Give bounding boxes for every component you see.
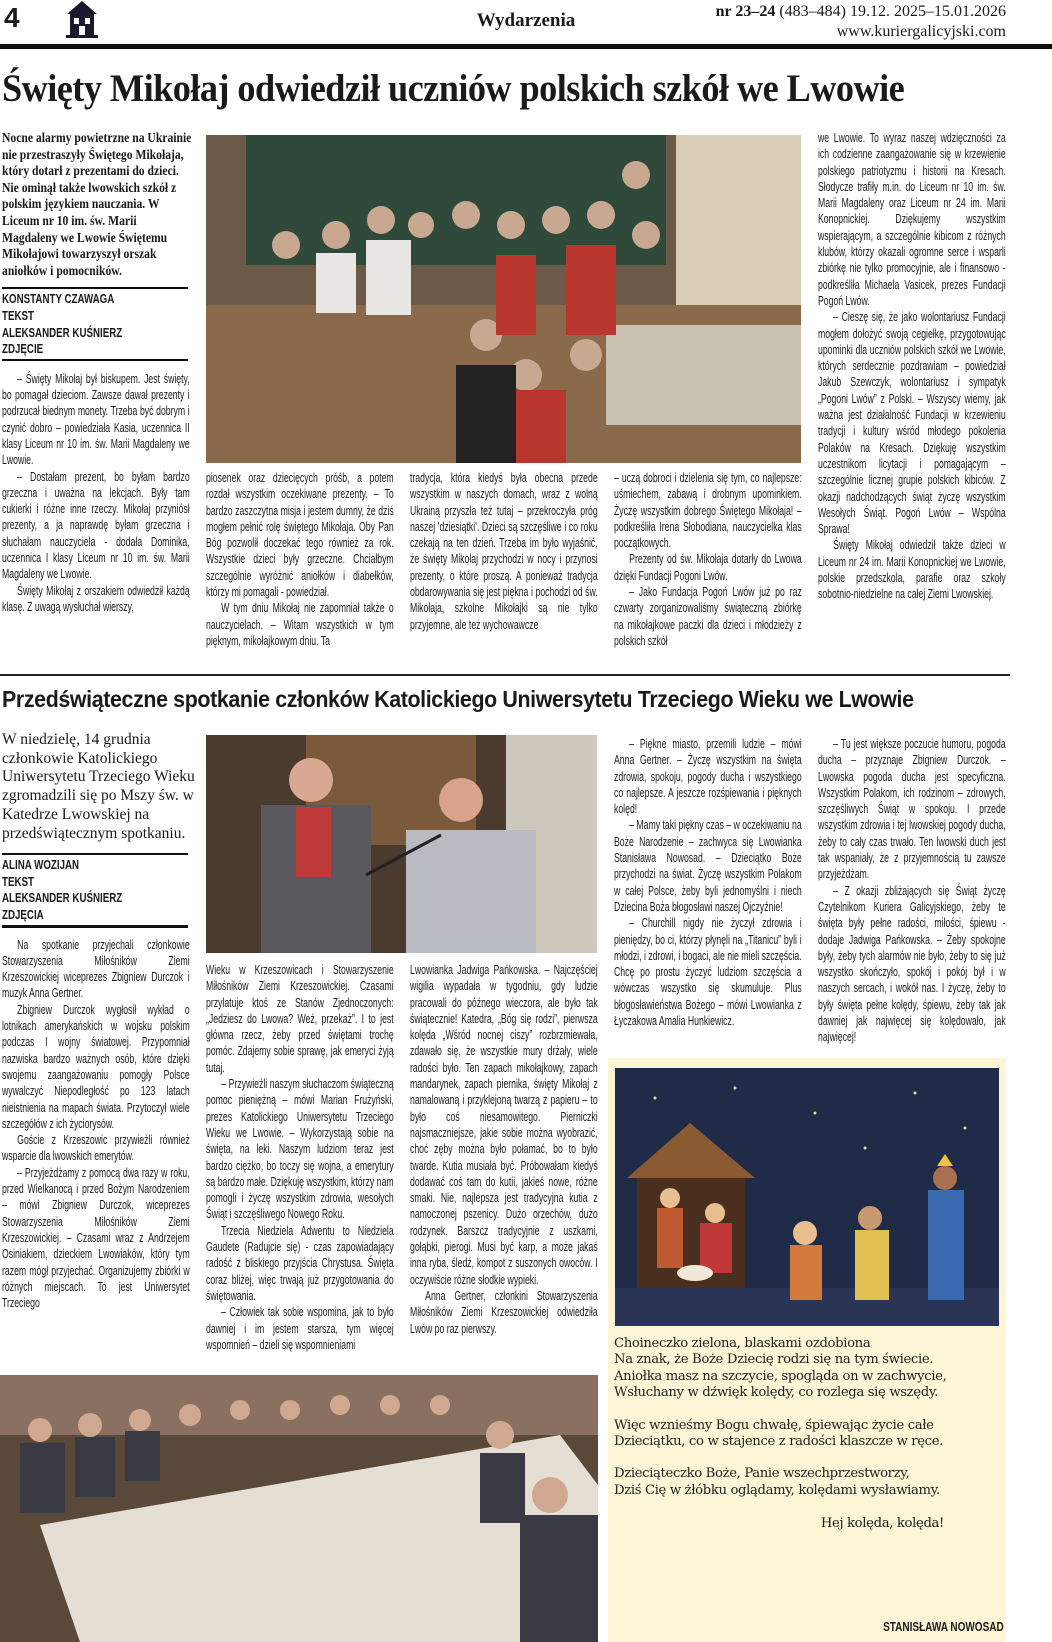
poem-line: Choineczko zielona, blaskami ozdobiona	[614, 1336, 871, 1351]
article1-lead-wrap	[2, 130, 192, 279]
paragraph: – Piękne miasto, przemili ludzie – mówi Anna Gertner. – Życzę wszystkim na święta zdrowia, spokoju, pogody ducha i wszystkiego co najlepsze. A jeszcze rozśpiewania i pięknych kolęd!	[614, 737, 802, 817]
paragraph: Trzecia Niedziela Adwentu to Niedziela Gaudete (Radujcie się) - czas zapowiadający radość z bliskiego przyjścia Chrystusa. Święta coraz bliżej, więc trwają już przygotowania do świętowania.	[206, 1223, 394, 1303]
article2-lead: W niedzielę, 14 grudnia członkowie Katolickiego Uniwersytetu Trzeciego Wieku zgromadzili się po Mszy św. w Katedrze Lwowskiej na przedświątecznym spotkaniu.	[2, 731, 195, 842]
poem-line: Dziś Cię w żłóbku oglądamy, kolędami wysławiamy.	[614, 1482, 940, 1498]
article1-left-stack	[2, 130, 192, 615]
paragraph: Anna Gertner, członkini Stowarzyszenia Miłośników Ziemi Krzeszowickiej odwiedziła Lwów po raz pierwszy.	[410, 1288, 598, 1336]
article2-column-3	[410, 962, 598, 1337]
poem-author: STANISŁAWA NOWOSAD	[883, 1620, 1004, 1634]
issue-number: nr 23–24	[715, 3, 776, 20]
paragraph: Zbigniew Durczok wygłosił wykład o lotnikach amerykańskich w wojsku polskim podczas I wojny światowej. Przypomniał nazwiska bardzo ważnych osób, które dzięki swojemu zaangażowaniu pomogły Polsce wywalczyć Niepodległość po 123 latach nieistnienia na mapach świata. Przytoczył wiele szczegółów z ich życiorysów.	[2, 1002, 190, 1131]
credit-role: ZDJĘCIE	[2, 342, 44, 357]
paragraph: – Święty Mikołaj był biskupem. Jest święty, bo pomagał dzieciom. Zawsze dawał prezenty i podrzucał biednym monety. Trzeba być dobrym i czynić dobro – powiedziała Kasia, uczennica II klasy Liceum nr 10 im. św. Marii Magdaleny we Lwowie.	[2, 371, 190, 468]
photographer-name: ALEKSANDER KUŚNIERZ	[2, 891, 123, 906]
author-name: ALINA WOZIJAN	[2, 858, 80, 873]
paragraph: – Tu jest większe poczucie humoru, pogoda ducha – przyznaje Zbigniew Durczok. – Lwowska pogoda ducha jest specyficzna. Wszystkim Polakom, ich rodzinom – zdrowych, szczęśliwych Świąt w spokoju. I przede wszystkim zdrowia i tej lwowskiej pogody ducha, żeby to cały czas trwało. Ten lwowski duch jest tak wspaniały, że z przyjemnością tu zawsze przyjeżdżam.	[818, 737, 1006, 882]
poem-line: Dzieciątku, co w stajence z radości klaszcze w ręce.	[614, 1434, 944, 1450]
poem-line: Aniołka masz na szczycie, spogląda on w zachwycie,	[614, 1368, 947, 1384]
article1-title: Święty Mikołaj odwiedził uczniów polskich szkół we Lwowie	[2, 67, 905, 110]
section-title: Wydarzenia	[476, 10, 576, 31]
paragraph: Wieku w Krzeszowicach i Stowarzyszenie Miłośników Ziemi Krzeszowickiej. Czasami przylatuje ktoś ze Stanów Zjednoczonych: „Jedziesz do Lwowa? Weź, przekaż”. I to jest główna rzecz, żeby przed świętami trochę pomóc. Zdajemy sobie sprawę, jak emeryci żyją tutaj.	[206, 963, 394, 1075]
article1-column-5	[818, 130, 1006, 603]
article2-title: Przedświąteczne spotkanie członków Katolickiego Uniwersytetu Trzeciego Wieku we Lwowie	[2, 686, 914, 712]
paragraph: – Dostałam prezent, bo byłam bardzo grzeczna i uważna na lekcjach. Były tam cukierki i różne inne rzeczy. Mikołaj przyniósł prezenty, a ja naprawdę byłam grzeczna i słuchałam nauczyciela - dodała Dominika, uczennica I klasy Liceum nr 10 im. św. Marii Magdaleny we Lwowie.	[2, 469, 190, 582]
paragraph: Święty Mikołaj z orszakiem odwiedził każdą klasę. Z uwagą wysłuchał wierszy,	[2, 583, 190, 614]
paragraph: W tym dniu Mikołaj nie zapomniał także o nauczycielach. – Witam wszystkich w tym pięknym, mikołajkowym dniu. Ta	[206, 601, 394, 648]
poem-line: Na znak, że Boże Dziecię rodzi się na tym świecie.	[614, 1352, 934, 1368]
speakers-photo	[206, 735, 597, 953]
credit-role: TEKST	[2, 308, 34, 323]
article1-column-4	[614, 470, 802, 649]
paragraph: – Z okazji zbliżających się Świąt życzę Czytelnikom Kuriera Galicyjskiego, żeby te święta były pełne radości, miłości, śpiewu - dodaje Jadwiga Pańkowska. – Żeby spokojne były, żeby tych alarmów nie było, żeby to się już wszystko skończyło, spokój i pokój był i w naszych sercach, i wokół nas. I życzę, żeby to były święta pełne kolędy, śpiewu, żeby tak jak dawniej jak najwięcej się kolędowało, jak najwięcej!	[818, 883, 1006, 1045]
poem-line: Więc wznieśmy Bogu chwałę, śpiewając życie całe	[614, 1417, 934, 1433]
paragraph: Święty Mikołaj odwiedził także dzieci w Liceum nr 24 im. Marii Konopnickiej we Lwowie, polskie przedszkola, parafie oraz szkoły sobotnio-niedzielne na całej Ziemi Lwowskiej.	[818, 538, 1006, 602]
paragraph: Goście z Krzeszowic przywieźli również wsparcie dla lwowskich emerytów.	[2, 1133, 190, 1164]
paragraph: – Jako Fundacja Pogoń Lwów już po raz czwarty zorganizowaliśmy świąteczną zbiórkę na mikołajkowe paczki dla dzieci i młodzieży z polskich szkół	[614, 585, 802, 648]
poem-line: Wsłuchany w dźwięk kolędy, co rozlega się wszędy.	[614, 1385, 939, 1401]
page-number: 4	[4, 2, 20, 33]
article2-column-1	[2, 937, 190, 1312]
paragraph: – Przywieźli naszym słuchaczom świąteczną pomoc pieniężną – mówi Marian Frużyński, prezes Katolickiego Uniwersytetu Trzeciego Wieku we Lwowie. – Wykorzystają sobie na święta, na leki. Naszym ludziom teraz jest bardzo ciężko, bo toczy się wojna, a emerytury są bardzo małe. Dziękuję wszystkim, którzy nam pomogli i życzę wszystkim zdrowia, wesołych Świąt i szczęśliwego Nowego Roku.	[206, 1077, 394, 1222]
paragraph: Lwowianka Jadwiga Pańkowska. – Najczęściej wigilia wypadała w tygodniu, gdy ludzie pracowali do późnego wieczora, ale było tak świątecznie! Katedra, „Bóg się rodzi”, pierwsza kolęda „Wśród nocnej ciszy” rozbrzmiewała, zdawało się, że wszystkie mury drżały, wiele radości było. Ten zapach mikołajkowy, zapach mandarynek, zapach piernika, święty Mikołaj z namalowaną i przyklejoną twarzą z papieru – to było coś niesamowitego. Pierniczki najsmaczniejsze, jakie sobie można wyobrazić, choć zęby można było połamać, bo to było twarde. Kutia musiała być. Próbowałam kiedyś dodawać coś tam do kutii, jakieś nowe, różne smaki. Nie, najlepsza jest tradycyjna kutia z namoczonej pszenicy. Dużo orzechów, dużo rodzynek. Barszcz tradycyjnie z uszkami, gołąbki, pierogi. Musi być karp, a może jakaś inna ryba, śledź, kompot z suszonych owoców. I oczywiście różne słodkie wypieki.	[410, 963, 598, 1287]
article1-column-1	[2, 371, 190, 615]
article1-lead: Nocne alarmy powietrzne na Ukrainie nie przestraszyły Świętego Mikołaja, który dotarł z prezentami do dzieci. Nie ominął także lwowskich szkół z polskim językiem nauczania. W Liceum nr 10 im. św. Marii Magdaleny we Lwowie Świętemu Mikołajowi towarzyszył orszak aniołków i pomocników.	[2, 130, 192, 278]
divider	[2, 359, 188, 361]
paragraph: tradycja, która kiedyś była obecna przede wszystkim w naszych domach, wraz z wolną Ukrainą przyszła też tutaj – przekroczyła próg naszej 'dziesiątki'. Dzieci są szczęśliwe i co roku czekają na ten dzień. Trzeba im było wyjaśnić, że święty Mikołaj przychodzi w nocy i przynosi prezenty, o które proszą. A ponieważ tradycja obdarowywania się jest piękna i pochodzi od św. Mikołaja, szkolne Mikołajki są nie tylko przyjemne, ale też wychowawcze	[410, 471, 598, 632]
article-divider	[0, 674, 1010, 676]
paragraph: we Lwowie. To wyraz naszej wdzięczności za ich codzienne zaangażowanie się w krzewienie polskiego patriotyzmu i historii na Kresach. Słodycze trafiły m.in. do Liceum nr 10 im. św. Marii Magdaleny oraz Liceum nr 24 im. Marii Konopnickiej. Dziękujemy wszystkim wspierającym, a szczególnie kibicom z różnych klubów, którzy okazali ogromne serce i wsparli zbiórkę nie tylko promocyjnie, ale i finansowo - podkreśliła Michaela Vasicek, prezes Fundacji Pogoń Lwów.	[818, 131, 1006, 308]
website-link[interactable]: www.kuriergalicyjski.com	[836, 23, 1006, 40]
paragraph: – uczą dobroci i dzielenia się tym, co najlepsze: uśmiechem, zabawą i drobnym upominkiem. Życzę wszystkim dobrego Świętego Mikołaja! – podkreśliła Irena Słobodiana, nauczycielka klas początkowych.	[614, 471, 802, 551]
issue-info	[716, 3, 1006, 21]
credit-role: ZDJĘCIA	[2, 908, 44, 922]
nativity-illustration	[615, 1068, 999, 1326]
article2-column-2	[206, 962, 394, 1353]
paragraph: piosenek oraz dziecięcych próśb, a potem rozdał wszystkim oczekiwane prezenty. – To bardzo zaszczytna misja i jestem dumny, że dziś mogłem pełnić rolę świętego Mikołaja. Oby Pan Bóg pozwolił doczekać tego również za rok. Wszystkie dzieci były grzeczne. Chciałbym szczególnie wyróżnić aniołków i diabełków, którzy mi pomagali - powiedział.	[206, 471, 394, 600]
article2-credits	[2, 857, 188, 923]
divider	[2, 853, 188, 855]
article2-column-5	[818, 736, 1006, 1046]
paragraph: Prezenty od św. Mikołaja dotarły do Lwowa dzięki Fundacji Pogoni Lwów.	[614, 552, 802, 583]
paragraph: – Churchill nigdy nie życzył zdrowia i pieniędzy, bo ci, którzy płynęli na „Titanicu” byli i młodzi, i zdrowi, i bogaci, ale nie mieli szczęścia. Chcę po prostu życzyć ludziom szczęścia a wówczas wszystko się skumuluje. Plus błogosławieństwa Bożego – mówi Lwowianka z Łyczakowa Amalia Hunkiewicz.	[614, 916, 802, 1029]
children-with-santa-photo	[206, 135, 801, 463]
paragraph: – Cieszę się, że jako wolontariusz Fundacji mogłem dołożyć swoją cegiełkę, przygotowując upominki dla uczniów polskich szkół we Lwowie, których serdecznie pozdrawiam – powiedział Jakub Szewczyk, wolontariusz i sympatyk „Pogoni Lwów” z Polski. – Wszyscy wiemy, jak ważna jest działalność Fundacji w krzewieniu tradycji i kultury wśród młodego pokolenia Polaków na Kresach. Dziękuję wszystkim uczestnikom licytacji i pomagającym – szczególnie licznej grupie polskich kibiców. Z okazji nadchodzących świąt życzę wszystkim Wesołych Świąt. Pogoń Lwów – Wspólna Sprawa!	[818, 310, 1006, 537]
article1-credits	[2, 291, 188, 357]
article1-column-2	[206, 470, 394, 649]
divider	[2, 287, 188, 289]
audience-photo	[0, 1375, 598, 1642]
paragraph: – Człowiek tak sobie wspomina, jak to było dawniej i im jestem starsza, tym więcej wspomnień – dzieli się wspomnieniami	[206, 1305, 394, 1352]
article2-left-stack	[2, 731, 195, 1311]
divider	[2, 925, 188, 928]
paragraph: – Mamy taki piękny czas – w oczekiwaniu na Boże Narodzenie – zachwyca się Lwowianka Stanisława Nowosad. – Dzieciątko Boże przychodzi na świat. Życzę wszystkim Polakom w całej Polsce, żeby byli jednomyślni i niech Dziecina Boża błogosławi naszej Ojczyźnie!	[614, 818, 802, 914]
article1-column-3	[410, 470, 598, 633]
issue-dates: (483–484) 19.12. 2025–15.01.2026	[775, 3, 1006, 20]
author-name: KONSTANTY CZAWAGA	[2, 292, 115, 307]
poem-refrain: Hej kolęda, kolęda!	[820, 1516, 944, 1531]
header-rule	[0, 44, 1052, 49]
photographer-name: ALEKSANDER KUŚNIERZ	[2, 325, 123, 340]
paragraph: Na spotkanie przyjechali członkowie Stowarzyszenia Miłośników Ziemi Krzeszowickiej wiceprezes Zbigniew Durczok i muzyk Anna Gertner.	[2, 937, 190, 1001]
paragraph: – Przyjeżdżamy z pomocą dwa razy w roku, przed Wielkanocą i przed Bożym Narodzeniem – mówi Zbigniew Durczok, wiceprezes Stowarzyszenia Miłośników Ziemi Krzeszowickiej. – Czasami wraz z Andrzejem Osiniakiem, dzieckiem Lwowiaków, który tym razem mógł przyjechać. Organizujemy zbiórki w różnych miejscach. To jest Uniwersytet Trzeciego	[2, 1165, 190, 1311]
poem-line: Dzieciąteczko Boże, Panie wszechprzestworzy,	[614, 1466, 910, 1482]
poem	[614, 1336, 1004, 1499]
credit-role: TEKST	[2, 874, 34, 889]
article2-column-4	[614, 736, 802, 1029]
